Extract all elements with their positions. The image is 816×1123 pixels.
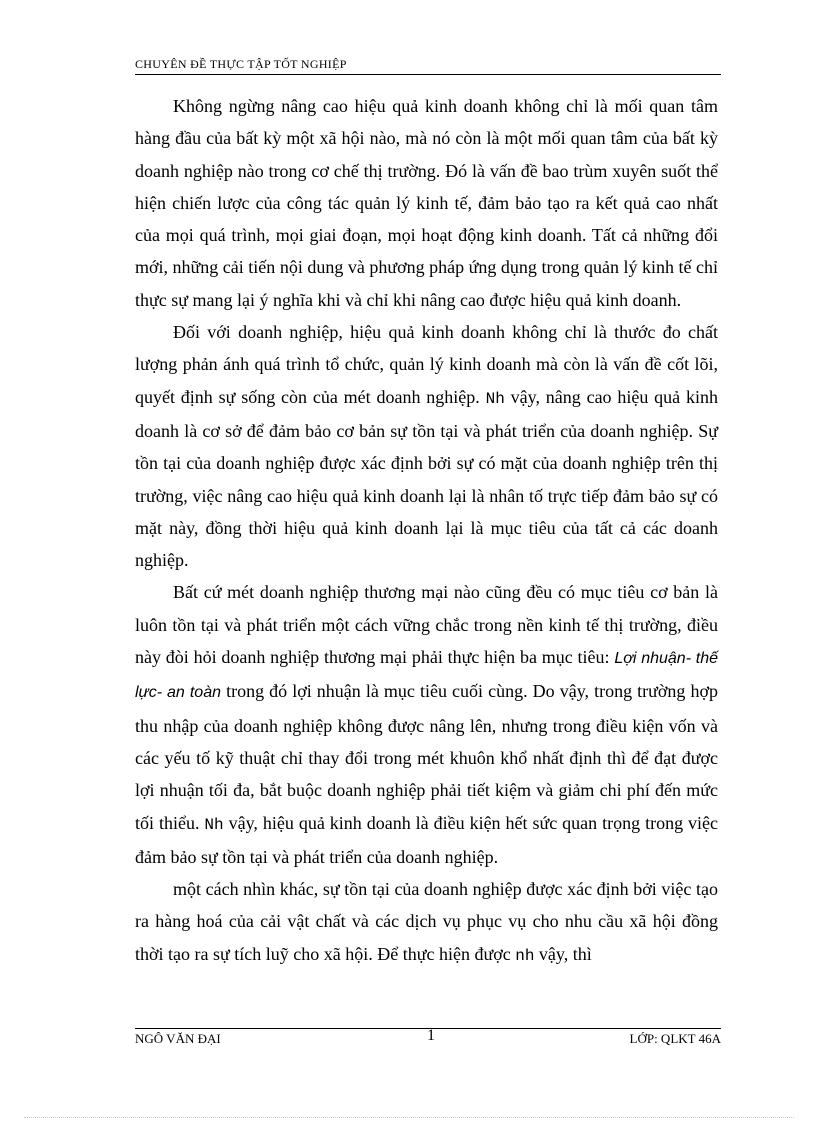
footer-author: NGÔ VĂN ĐẠI (135, 1031, 221, 1046)
paragraph-3-italic-goals: Lợi nhuận- thế lực- an toàn (135, 650, 719, 702)
paragraph-2-mono-fragment: Nh (485, 389, 505, 408)
page-header-title: CHUYÊN ĐỀ THỰC TẬP TỐT NGHIỆP (135, 57, 347, 71)
document-body (135, 90, 718, 972)
paragraph-4-text-b: vậy, thì (538, 943, 592, 964)
paragraph-2-text-b: vậy, nâng cao hiệu quả kinh doanh là cơ sở để đảm bảo cơ bản sự tồn tại và phát triển của doanh nghiệp. Sự tồn tại của doanh nghiệp được xác định bởi sự có mặt của doanh nghiệp trên thị trường, việc nâng cao hiệu quả kinh doanh lại là nhân tố trực tiếp đảm bảo sự có mặt này, đồng thời hiệu quả kinh doanh lại là mục tiêu của tất cả các doanh nghiệp. (135, 386, 718, 571)
paragraph-4-mono-fragment: nh (515, 946, 535, 965)
paragraph-3-text-a: Bất cứ mét doanh nghiệp thương mại nào cũng đều có mục tiêu cơ bản là luôn tồn tại và phát triển một cách vững chắc trong nền kinh tế thị trường, điều này đòi hỏi doanh nghiệp thương mại phải thực hiện ba mục tiêu: (135, 582, 718, 668)
paragraph-4 (135, 873, 718, 972)
paragraph-3-text-b: trong đó lợi nhuận là mục tiêu cuối cùng. Do vậy, trong trường hợp thu nhập của doanh nghiệp không được nâng lên, nhưng trong điều kiện vốn và các yếu tố kỹ thuật chỉ thay đổi trong mét khuôn khổ nhất định thì để đạt được lợi nhuận tối đa, bắt buộc doanh nghiệp phải tiết kiệm và giảm chi phí đến mức tối thiểu. (135, 681, 719, 833)
paragraph-2-text-a: Đối với doanh nghiệp, hiệu quả kinh doanh không chỉ là thước đo chất lượng phản ánh quá trình tổ chức, quản lý kinh doanh mà còn là vấn đề cốt lõi, quyết định sự sống còn của mét doanh nghiệp. (135, 322, 718, 407)
paragraph-3-mono-fragment: Nh (204, 815, 224, 834)
footer-page-number: 1 (427, 1027, 435, 1044)
paragraph-2 (135, 316, 718, 576)
paragraph-1 (135, 90, 718, 316)
page-bottom-edge (24, 1117, 794, 1118)
paragraph-3 (135, 576, 718, 873)
footer-class-label: LỚP: QLKT 46A (629, 1031, 721, 1046)
paragraph-1-text: Không ngừng nâng cao hiệu quả kinh doanh không chỉ là mối quan tâm hàng đầu của bất kỳ một xã hội nào, mà nó còn là một mối quan tâm của bất kỳ doanh nghiệp nào trong cơ chế thị trường. Đó là vấn đề bao trùm xuyên suốt thể hiện chiến lược của công tác quản lý kinh tế, đảm bảo tạo ra kết quả cao nhất của mọi quá trình, mọi giai đoạn, mọi hoạt động kinh doanh. Tất cả những đổi mới, những cải tiến nội dung và phương pháp ứng dụng trong quản lý kinh tế chỉ thực sự mang lại ý nghĩa khi và chỉ khi nâng cao được hiệu quả kinh doanh. (135, 96, 718, 310)
page-footer (135, 1027, 721, 1048)
header-divider (135, 74, 721, 75)
paragraph-3-text-c: vậy, hiệu quả kinh doanh là điều kiện hết sức quan trọng trong việc đảm bảo sự tồn tại và phát triển của doanh nghiệp. (135, 812, 719, 867)
paragraph-4-text-a: một cách nhìn khác, sự tồn tại của doanh nghiệp được xác định bởi việc tạo ra hàng hoá của cải vật chất và các dịch vụ phục vụ cho nhu cầu xã hội đồng thời tạo ra sự tích luỹ cho xã hội. Để thực hiện được (135, 879, 718, 964)
